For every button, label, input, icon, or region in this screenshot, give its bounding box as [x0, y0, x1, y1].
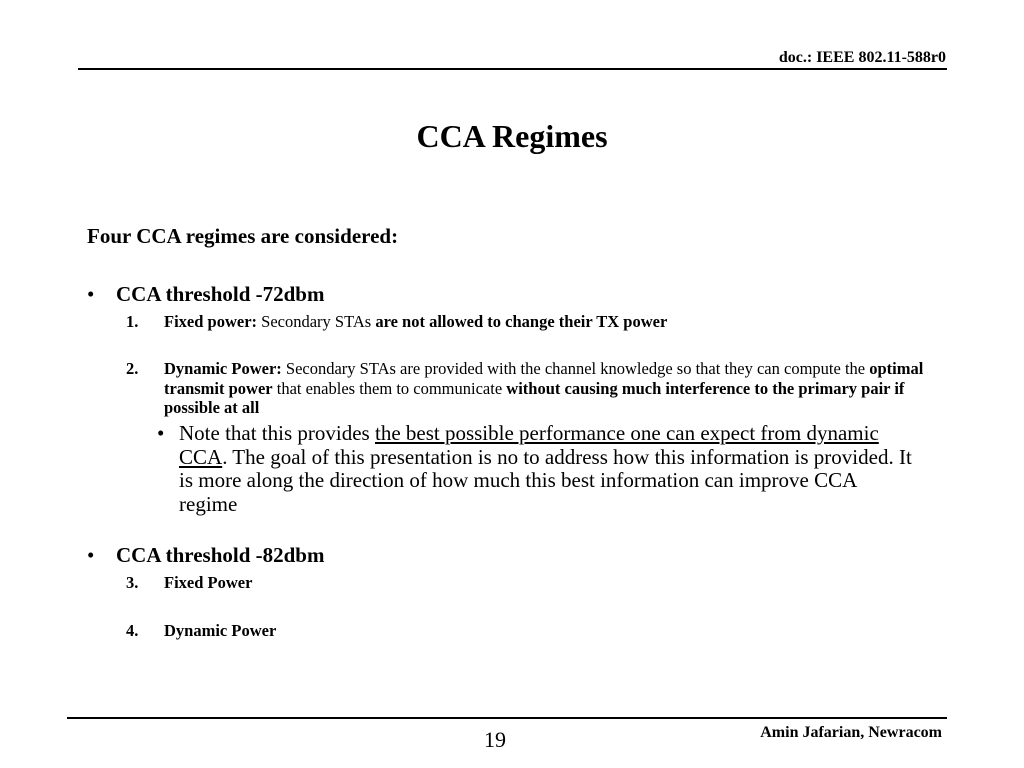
note-text	[179, 422, 917, 516]
footer-rule	[67, 717, 947, 719]
bullet-text: CCA threshold -82dbm	[116, 543, 325, 567]
item-body: that enables them to communicate	[272, 378, 507, 398]
sub-bullet-marker: •	[157, 421, 165, 445]
item-number: 3.	[126, 573, 139, 592]
note-body: Note that this provides	[179, 421, 375, 445]
item-number: 1.	[126, 312, 139, 331]
item-text	[164, 312, 946, 332]
item-body: Secondary STAs are provided with the channel knowledge so that they can compute the	[281, 359, 870, 378]
item-label: Dynamic Power:	[164, 359, 282, 378]
item-number: 4.	[126, 621, 139, 640]
item-emphasis: without causing much interference to the primary pair if possible at all	[164, 378, 905, 417]
item-text	[164, 573, 946, 593]
bullet-cca-72	[87, 282, 324, 307]
bullet-marker: •	[87, 543, 95, 567]
item-emphasis: optimal transmit power	[164, 359, 924, 398]
document-id: doc.: IEEE 802.11-588r0	[778, 49, 946, 66]
slide-title: CCA Regimes	[416, 118, 608, 154]
sub-bullet-note	[157, 422, 917, 516]
bullet-text: CCA threshold -72dbm	[116, 282, 325, 306]
item-number: 2.	[126, 359, 139, 378]
list-item-fixed-power-82	[126, 573, 946, 593]
list-item-fixed-power	[126, 312, 946, 332]
item-label: Fixed Power	[164, 573, 253, 592]
bullet-marker: •	[87, 282, 95, 306]
author-credit: Amin Jafarian, Newracom	[760, 724, 942, 741]
note-underlined: the best possible performance one can expect from dynamic CCA	[179, 421, 879, 469]
page-number: 19	[484, 727, 506, 752]
list-item-dynamic-power-82	[126, 621, 946, 641]
item-text	[164, 621, 946, 641]
item-label: Fixed power:	[164, 312, 258, 331]
intro-heading: Four CCA regimes are considered:	[87, 224, 399, 248]
item-text	[164, 359, 946, 418]
item-body: Secondary STAs	[257, 312, 376, 331]
item-emphasis: are not allowed to change their TX power	[375, 312, 668, 331]
item-label: Dynamic Power	[164, 621, 277, 640]
list-item-dynamic-power	[126, 359, 946, 418]
note-body: . The goal of this presentation is no to address how this information is provided. It is more along the direction of how much this best information can improve CCA regime	[179, 444, 912, 516]
bullet-cca-82	[87, 543, 324, 568]
header-rule	[78, 68, 947, 70]
